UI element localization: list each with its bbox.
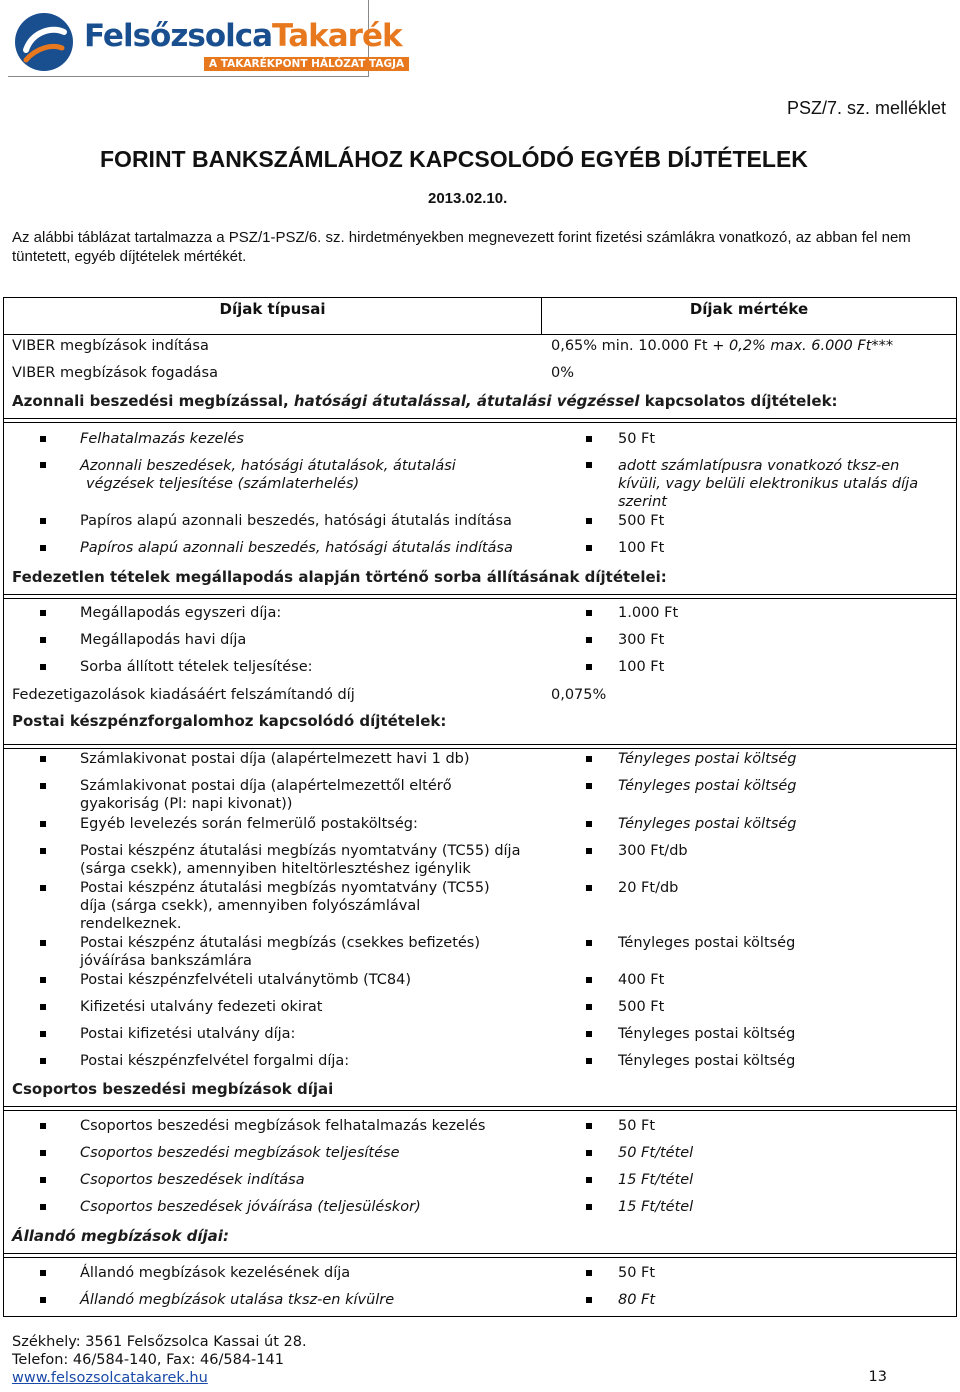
page-title: FORINT BANKSZÁMLÁHOZ KAPCSOLÓDÓ EGYÉB DÍJTÉTELEK bbox=[100, 146, 808, 172]
bullet bbox=[40, 1204, 46, 1210]
bullet bbox=[586, 545, 592, 551]
bullet bbox=[586, 664, 592, 670]
footer-website-link[interactable]: www.felsozsolcatakarek.hu bbox=[12, 1370, 208, 1386]
bullet bbox=[586, 885, 592, 891]
list-item-label: Csoportos beszedések jóváírása (teljesüléskor) bbox=[80, 1199, 421, 1215]
section-title-csoportos: Csoportos beszedési megbízások díjai bbox=[12, 1080, 334, 1098]
fedezet-label: Fedezetigazolások kiadásáért felszámítandó díj bbox=[12, 687, 355, 703]
bullet bbox=[586, 1204, 592, 1210]
page-number: 13 bbox=[868, 1369, 887, 1385]
bullet bbox=[40, 518, 46, 524]
table-header-border bbox=[3, 334, 957, 335]
bullet bbox=[586, 518, 592, 524]
bullet bbox=[40, 1031, 46, 1037]
bullet bbox=[586, 1123, 592, 1129]
annex-label: PSZ/7. sz. melléklet bbox=[786, 98, 946, 118]
bullet bbox=[40, 637, 46, 643]
list-item-label: Papíros alapú azonnali beszedés, hatósági átutalás indítása bbox=[80, 540, 513, 556]
bullet bbox=[40, 848, 46, 854]
bullet bbox=[586, 1004, 592, 1010]
bullet bbox=[586, 436, 592, 442]
bullet bbox=[586, 756, 592, 762]
section-title-postai: Postai készpénzforgalomhoz kapcsolódó díjtételek: bbox=[12, 712, 447, 730]
bullet bbox=[40, 436, 46, 442]
section-title-azonnali: Azonnali beszedési megbízással, hatósági átutalással, átutalási végzéssel kapcsolatos díjtételek: bbox=[12, 392, 838, 410]
list-item-value: 80 Ft bbox=[618, 1292, 656, 1308]
list-item-value: 100 Ft bbox=[618, 659, 665, 675]
bullet bbox=[40, 1123, 46, 1129]
viber-send-value: 0,65% min. 10.000 Ft + 0,2% max. 6.000 Ft*** bbox=[551, 338, 894, 354]
table-right-border bbox=[956, 297, 957, 1316]
list-item-value: 15 Ft/tétel bbox=[618, 1199, 694, 1215]
section-title-fedezetlen: Fedezetlen tételek megállapodás alapján történő sorba állításának díjtételei: bbox=[12, 568, 667, 586]
list-item-value: Tényleges postai költség bbox=[618, 778, 797, 794]
logo-mark-icon bbox=[12, 10, 76, 74]
list-item-label: Postai készpénz átutalási megbízás nyomtatvány (TC55) díja (sárga csekk), amennyiben hiteltörlesztéshez igénylik bbox=[80, 843, 521, 877]
bullet bbox=[586, 1270, 592, 1276]
bullet bbox=[586, 1150, 592, 1156]
col-header-amounts: Díjak mértéke bbox=[689, 300, 809, 318]
section-divider bbox=[3, 744, 957, 749]
list-item-label: Kifizetési utalvány fedezeti okirat bbox=[80, 999, 323, 1015]
list-item-value: 50 Ft bbox=[618, 1265, 656, 1281]
list-item-label: Postai készpénzfelvételi utalványtömb (TC84) bbox=[80, 972, 412, 988]
section-divider bbox=[3, 594, 957, 599]
list-item-label: Postai készpénzfelvétel forgalmi díja: bbox=[80, 1053, 350, 1069]
bullet bbox=[40, 1297, 46, 1303]
list-item-value: Tényleges postai költség bbox=[618, 751, 797, 767]
list-item-label: Postai készpénz átutalási megbízás nyomtatvány (TC55) díja (sárga csekk), amennyiben folyószámlával rendelkeznek. bbox=[80, 880, 490, 932]
list-item-label: Postai készpénz átutalási megbízás (csekkes befizetés) jóváírása bankszámlára bbox=[80, 935, 481, 969]
bullet bbox=[586, 462, 592, 468]
bullet bbox=[586, 1058, 592, 1064]
list-item-value: 50 Ft bbox=[618, 1118, 656, 1134]
list-item-label: Számlakivonat postai díja (alapértelmezettől eltérő gyakoriság (Pl: napi kivonat)) bbox=[80, 778, 452, 812]
bullet bbox=[586, 940, 592, 946]
bullet bbox=[40, 1177, 46, 1183]
list-item-value: 300 Ft bbox=[618, 632, 665, 648]
bullet bbox=[40, 783, 46, 789]
viber-send-label: VIBER megbízások indítása bbox=[12, 338, 209, 354]
list-item-label: Csoportos beszedési megbízások felhatalmazás kezelés bbox=[80, 1118, 486, 1134]
list-item-value: Tényleges postai költség bbox=[618, 935, 796, 951]
list-item-value: 50 Ft/tétel bbox=[618, 1145, 694, 1161]
logo-tagline: A TAKARÉKPONT HÁLÓZAT TAGJA bbox=[204, 57, 409, 71]
footer-address: Székhely: 3561 Felsőzsolca Kassai út 28. bbox=[12, 1334, 307, 1350]
bullet bbox=[40, 610, 46, 616]
bullet bbox=[586, 821, 592, 827]
bullet bbox=[40, 1004, 46, 1010]
bullet bbox=[40, 821, 46, 827]
list-item-label: Azonnali beszedések, hatósági átutalások, átutalási végzések teljesítése (számlaterhelés) bbox=[80, 458, 456, 492]
list-item-value: 1.000 Ft bbox=[618, 605, 679, 621]
list-item-value: 50 Ft bbox=[618, 431, 656, 447]
list-item-label: Sorba állított tételek teljesítése: bbox=[80, 659, 313, 675]
bullet bbox=[40, 664, 46, 670]
bullet bbox=[40, 545, 46, 551]
list-item-label: Számlakivonat postai díja (alapértelmezett havi 1 db) bbox=[80, 751, 470, 767]
list-item-label: Megállapodás egyszeri díja: bbox=[80, 605, 282, 621]
bullet bbox=[40, 977, 46, 983]
list-item-value: 20 Ft/db bbox=[618, 880, 679, 896]
list-item-label: Postai kifizetési utalvány díja: bbox=[80, 1026, 296, 1042]
list-item-value: Tényleges postai költség bbox=[618, 1053, 796, 1069]
section-divider bbox=[3, 1253, 957, 1258]
bullet bbox=[40, 885, 46, 891]
intro-text: Az alábbi táblázat tartalmazza a PSZ/1-PSZ/6. sz. hirdetményekben megnevezett forint fizetési számlákra vonatkozó, az abban fel nem tüntetett, egyéb díjtételek mértékét. bbox=[12, 229, 911, 265]
footer-phone: Telefon: 46/584-140, Fax: 46/584-141 bbox=[12, 1352, 284, 1368]
table-top-border bbox=[3, 297, 957, 298]
list-item-value: 15 Ft/tétel bbox=[618, 1172, 694, 1188]
bullet bbox=[40, 1058, 46, 1064]
viber-receive-label: VIBER megbízások fogadása bbox=[12, 365, 218, 381]
section-divider bbox=[3, 1106, 957, 1111]
bullet bbox=[40, 462, 46, 468]
list-item-value: Tényleges postai költség bbox=[618, 816, 797, 832]
bullet bbox=[40, 756, 46, 762]
logo bbox=[8, 0, 405, 77]
list-item-value: 500 Ft bbox=[618, 513, 665, 529]
viber-receive-value: 0% bbox=[551, 365, 575, 381]
col-header-types: Díjak típusai bbox=[219, 300, 326, 318]
footer bbox=[12, 1333, 307, 1387]
table-left-border bbox=[3, 297, 4, 1316]
bullet bbox=[586, 610, 592, 616]
bullet bbox=[586, 1031, 592, 1037]
bullet bbox=[586, 783, 592, 789]
list-item-label: Megállapodás havi díja bbox=[80, 632, 247, 648]
bullet bbox=[586, 1297, 592, 1303]
list-item-value: adott számlatípusra vonatkozó tksz-en kívüli, vagy belüli elektronikus utalás díja szerint bbox=[618, 458, 919, 510]
list-item-value: 300 Ft/db bbox=[618, 843, 688, 859]
section-divider bbox=[3, 418, 957, 423]
section-title-allando: Állandó megbízások díjai: bbox=[12, 1227, 229, 1245]
bullet bbox=[40, 1150, 46, 1156]
bullet bbox=[586, 977, 592, 983]
list-item-value: 100 Ft bbox=[618, 540, 665, 556]
list-item-value: Tényleges postai költség bbox=[618, 1026, 796, 1042]
document-date: 2013.02.10. bbox=[428, 190, 508, 207]
list-item-value: 500 Ft bbox=[618, 999, 665, 1015]
bullet bbox=[586, 1177, 592, 1183]
bullet bbox=[586, 637, 592, 643]
bullet bbox=[40, 1270, 46, 1276]
table-bottom-border bbox=[3, 1316, 957, 1317]
fedezet-value: 0,075% bbox=[551, 687, 607, 703]
bullet bbox=[586, 848, 592, 854]
list-item-label: Papíros alapú azonnali beszedés, hatósági átutalás indítása bbox=[80, 513, 512, 529]
list-item-label: Állandó megbízások utalása tksz-en kívülre bbox=[80, 1292, 395, 1308]
list-item-label: Csoportos beszedési megbízások teljesítése bbox=[80, 1145, 400, 1161]
logo-text: FelsőzsolcaTakarék bbox=[84, 18, 402, 54]
list-item-value: 400 Ft bbox=[618, 972, 665, 988]
list-item-label: Állandó megbízások kezelésének díja bbox=[80, 1265, 351, 1281]
bullet bbox=[40, 940, 46, 946]
list-item-label: Egyéb levelezés során felmerülő postaköltség: bbox=[80, 816, 418, 832]
list-item-label: Felhatalmazás kezelés bbox=[80, 431, 244, 447]
list-item-label: Csoportos beszedések indítása bbox=[80, 1172, 305, 1188]
